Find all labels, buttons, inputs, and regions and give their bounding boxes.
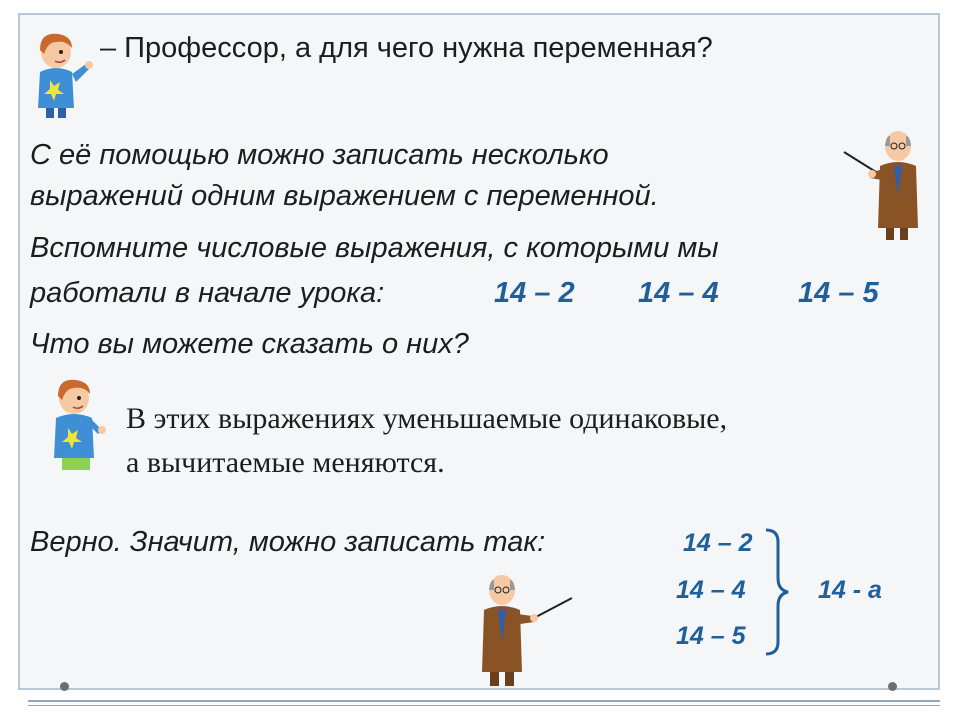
- expression-row-3: 14 – 5: [798, 277, 879, 309]
- boy-question: – Профессор, а для чего нужна переменная?: [100, 32, 713, 64]
- professor-line-5: Что вы можете сказать о них?: [30, 328, 469, 360]
- expression-column-1: 14 – 2: [683, 529, 753, 557]
- professor-line-1: С её помощью можно записать несколько: [30, 139, 609, 171]
- boy-icon: [28, 28, 94, 120]
- corner-dot-right: [888, 682, 897, 691]
- expression-row-1: 14 – 2: [494, 277, 575, 309]
- expression-column-3: 14 – 5: [676, 622, 746, 650]
- variable-expression: 14 - a: [818, 576, 882, 604]
- professor-icon-2: [478, 570, 574, 688]
- expression-column-2: 14 – 4: [676, 576, 746, 604]
- bottom-divider-bottom: [28, 705, 940, 706]
- boy-answer-line-2: а вычитаемые меняются.: [126, 446, 445, 479]
- boy-icon-2: [46, 374, 110, 474]
- boy-answer-line-1: В этих выражениях уменьшаемые одинаковые,: [126, 402, 728, 435]
- curly-brace-icon: [762, 528, 792, 656]
- expression-row-2: 14 – 4: [638, 277, 719, 309]
- corner-dot-left: [60, 682, 69, 691]
- professor-icon: [842, 126, 932, 242]
- professor-conclusion: Верно. Значит, можно записать так:: [30, 526, 546, 558]
- bottom-divider-top: [28, 700, 940, 702]
- professor-line-3: Вспомните числовые выражения, с которыми мы: [30, 232, 719, 264]
- professor-line-2: выражений одним выражением с переменной.: [30, 180, 659, 212]
- professor-line-4: работали в начале урока:: [30, 277, 385, 309]
